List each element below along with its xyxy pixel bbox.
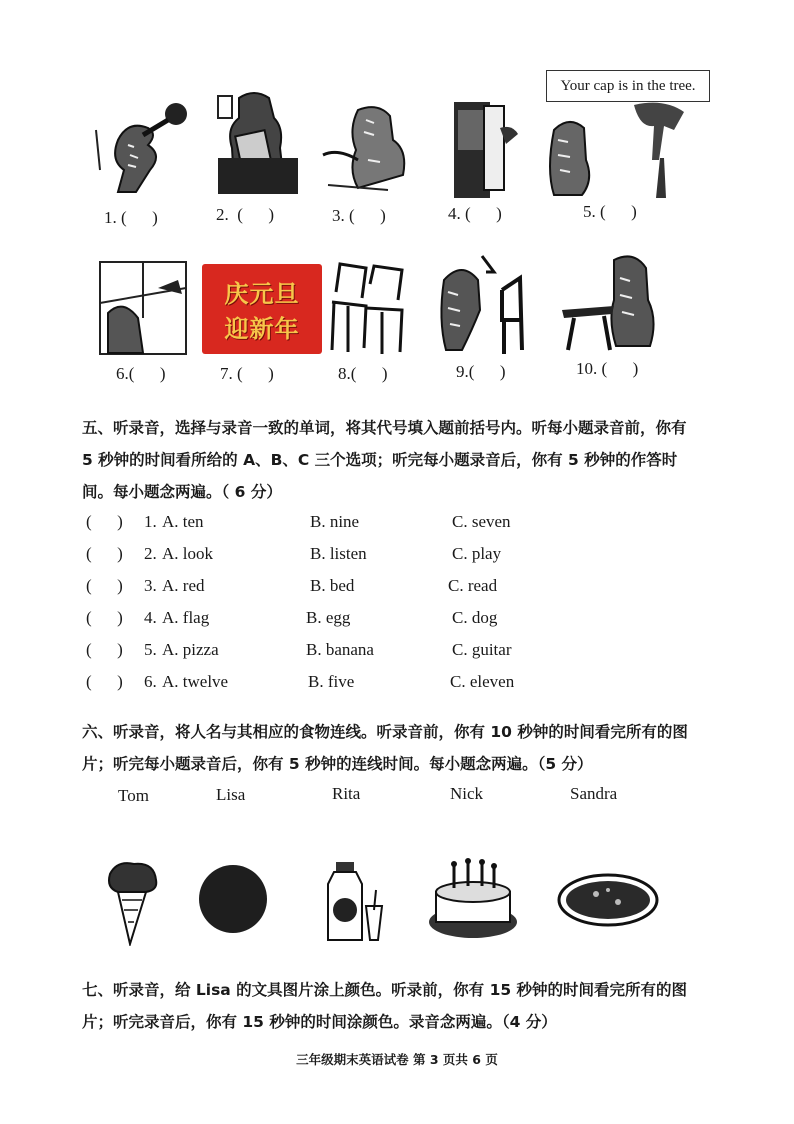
question-number: 1. bbox=[144, 512, 157, 531]
option-c: C. dog bbox=[452, 608, 498, 627]
pic-number-10: 10. ( ) bbox=[576, 359, 639, 378]
question-number: 5. bbox=[144, 640, 157, 659]
pic-number-4: 4. ( ) bbox=[448, 204, 502, 223]
option-a: A. twelve bbox=[162, 672, 229, 691]
tiger-opening-door-picture bbox=[448, 98, 528, 202]
section-7-instruction: 七、听录音，给 Lisa 的文具图片涂上颜色。听录前，你有 15 秒钟的时间看完所有的图片；听完录音后，你有 15 秒钟的时间涂颜色。录音念两遍。（4 分） bbox=[82, 981, 688, 1031]
option-c: C. eleven bbox=[450, 672, 515, 691]
section-5-instruction: 五、听录音，选择与录音一致的单词，将其代号填入题前括号内。听每小题录音前，你有 5 秒钟的时间看所给的 A、B、C 三个选项；听完每小题录音后，你有 5 秒钟的作答时间。每小题念两遍。（ 6 分） bbox=[82, 419, 687, 501]
name-rita: Rita bbox=[332, 784, 361, 803]
option-c: C. play bbox=[452, 544, 502, 563]
pizza-picture bbox=[556, 872, 660, 928]
option-b: B. bed bbox=[310, 576, 355, 595]
question-number: 2. bbox=[144, 544, 157, 563]
answer-bracket[interactable]: ( ) bbox=[86, 576, 123, 595]
option-c: C. read bbox=[448, 576, 498, 595]
answer-bracket[interactable]: ( ) bbox=[86, 608, 123, 627]
option-b: B. egg bbox=[306, 608, 351, 627]
tiger-drawing-picture bbox=[318, 100, 418, 200]
option-a: A. ten bbox=[162, 512, 204, 531]
answer-bracket[interactable]: ( ) bbox=[86, 672, 123, 691]
ball-picture bbox=[196, 862, 270, 936]
name-lisa: Lisa bbox=[216, 785, 246, 804]
option-b: B. listen bbox=[310, 544, 367, 563]
option-a: A. flag bbox=[162, 608, 210, 627]
banner-line-1: 庆元旦 bbox=[224, 280, 300, 308]
cake-picture bbox=[424, 858, 522, 944]
pic-number-9: 9.( ) bbox=[456, 362, 506, 381]
name-tom: Tom bbox=[118, 786, 149, 805]
question-number: 6. bbox=[144, 672, 157, 691]
option-c: C. guitar bbox=[452, 640, 512, 659]
chairs-picture bbox=[326, 262, 410, 356]
pic-number-2: 2. ( ) bbox=[216, 205, 275, 224]
ice-cream-picture bbox=[102, 856, 162, 946]
banner-line-2: 迎新年 bbox=[224, 315, 300, 343]
tiger-at-window-picture bbox=[98, 258, 188, 358]
pic-number-6: 6.( ) bbox=[116, 364, 166, 383]
tiger-at-desk-picture bbox=[554, 250, 666, 356]
option-b: B. nine bbox=[310, 512, 360, 531]
pic-number-3: 3. ( ) bbox=[332, 206, 386, 225]
page-footer: 三年级期末英语试卷 第 3 页共 6 页 bbox=[296, 1052, 498, 1067]
option-a: A. red bbox=[162, 576, 205, 595]
answer-bracket[interactable]: ( ) bbox=[86, 640, 123, 659]
option-c: C. seven bbox=[452, 512, 511, 531]
name-sandra: Sandra bbox=[570, 784, 618, 803]
answer-bracket[interactable]: ( ) bbox=[86, 544, 123, 563]
new-year-banner bbox=[202, 264, 322, 354]
picture-caption: Your cap is in the tree. bbox=[546, 70, 710, 102]
pic-number-1: 1. ( ) bbox=[104, 208, 158, 227]
tiger-cap-in-tree-picture bbox=[544, 100, 692, 198]
section-6-instruction: 六、听录音，将人名与其相应的食物连线。听录音前，你有 10 秒钟的时间看完所有的图片；听完每小题录音后，你有 5 秒钟的连线时间。每小题念两遍。（5 分） bbox=[82, 723, 688, 773]
tiger-throwing-ball-picture bbox=[88, 100, 198, 200]
option-a: A. look bbox=[162, 544, 213, 563]
tiger-reading-picture bbox=[214, 88, 304, 200]
tiger-sitting-down-picture bbox=[432, 250, 528, 358]
option-b: B. five bbox=[308, 672, 355, 691]
pic-number-8: 8.( ) bbox=[338, 364, 388, 383]
pic-number-7: 7. ( ) bbox=[220, 364, 274, 383]
question-number: 3. bbox=[144, 576, 157, 595]
pic-number-5: 5. ( ) bbox=[583, 202, 637, 221]
answer-bracket[interactable]: ( ) bbox=[86, 512, 123, 531]
name-nick: Nick bbox=[450, 784, 484, 803]
question-number: 4. bbox=[144, 608, 157, 627]
option-a: A. pizza bbox=[162, 640, 219, 659]
option-b: B. banana bbox=[306, 640, 374, 659]
juice-bottle-picture bbox=[322, 860, 388, 944]
